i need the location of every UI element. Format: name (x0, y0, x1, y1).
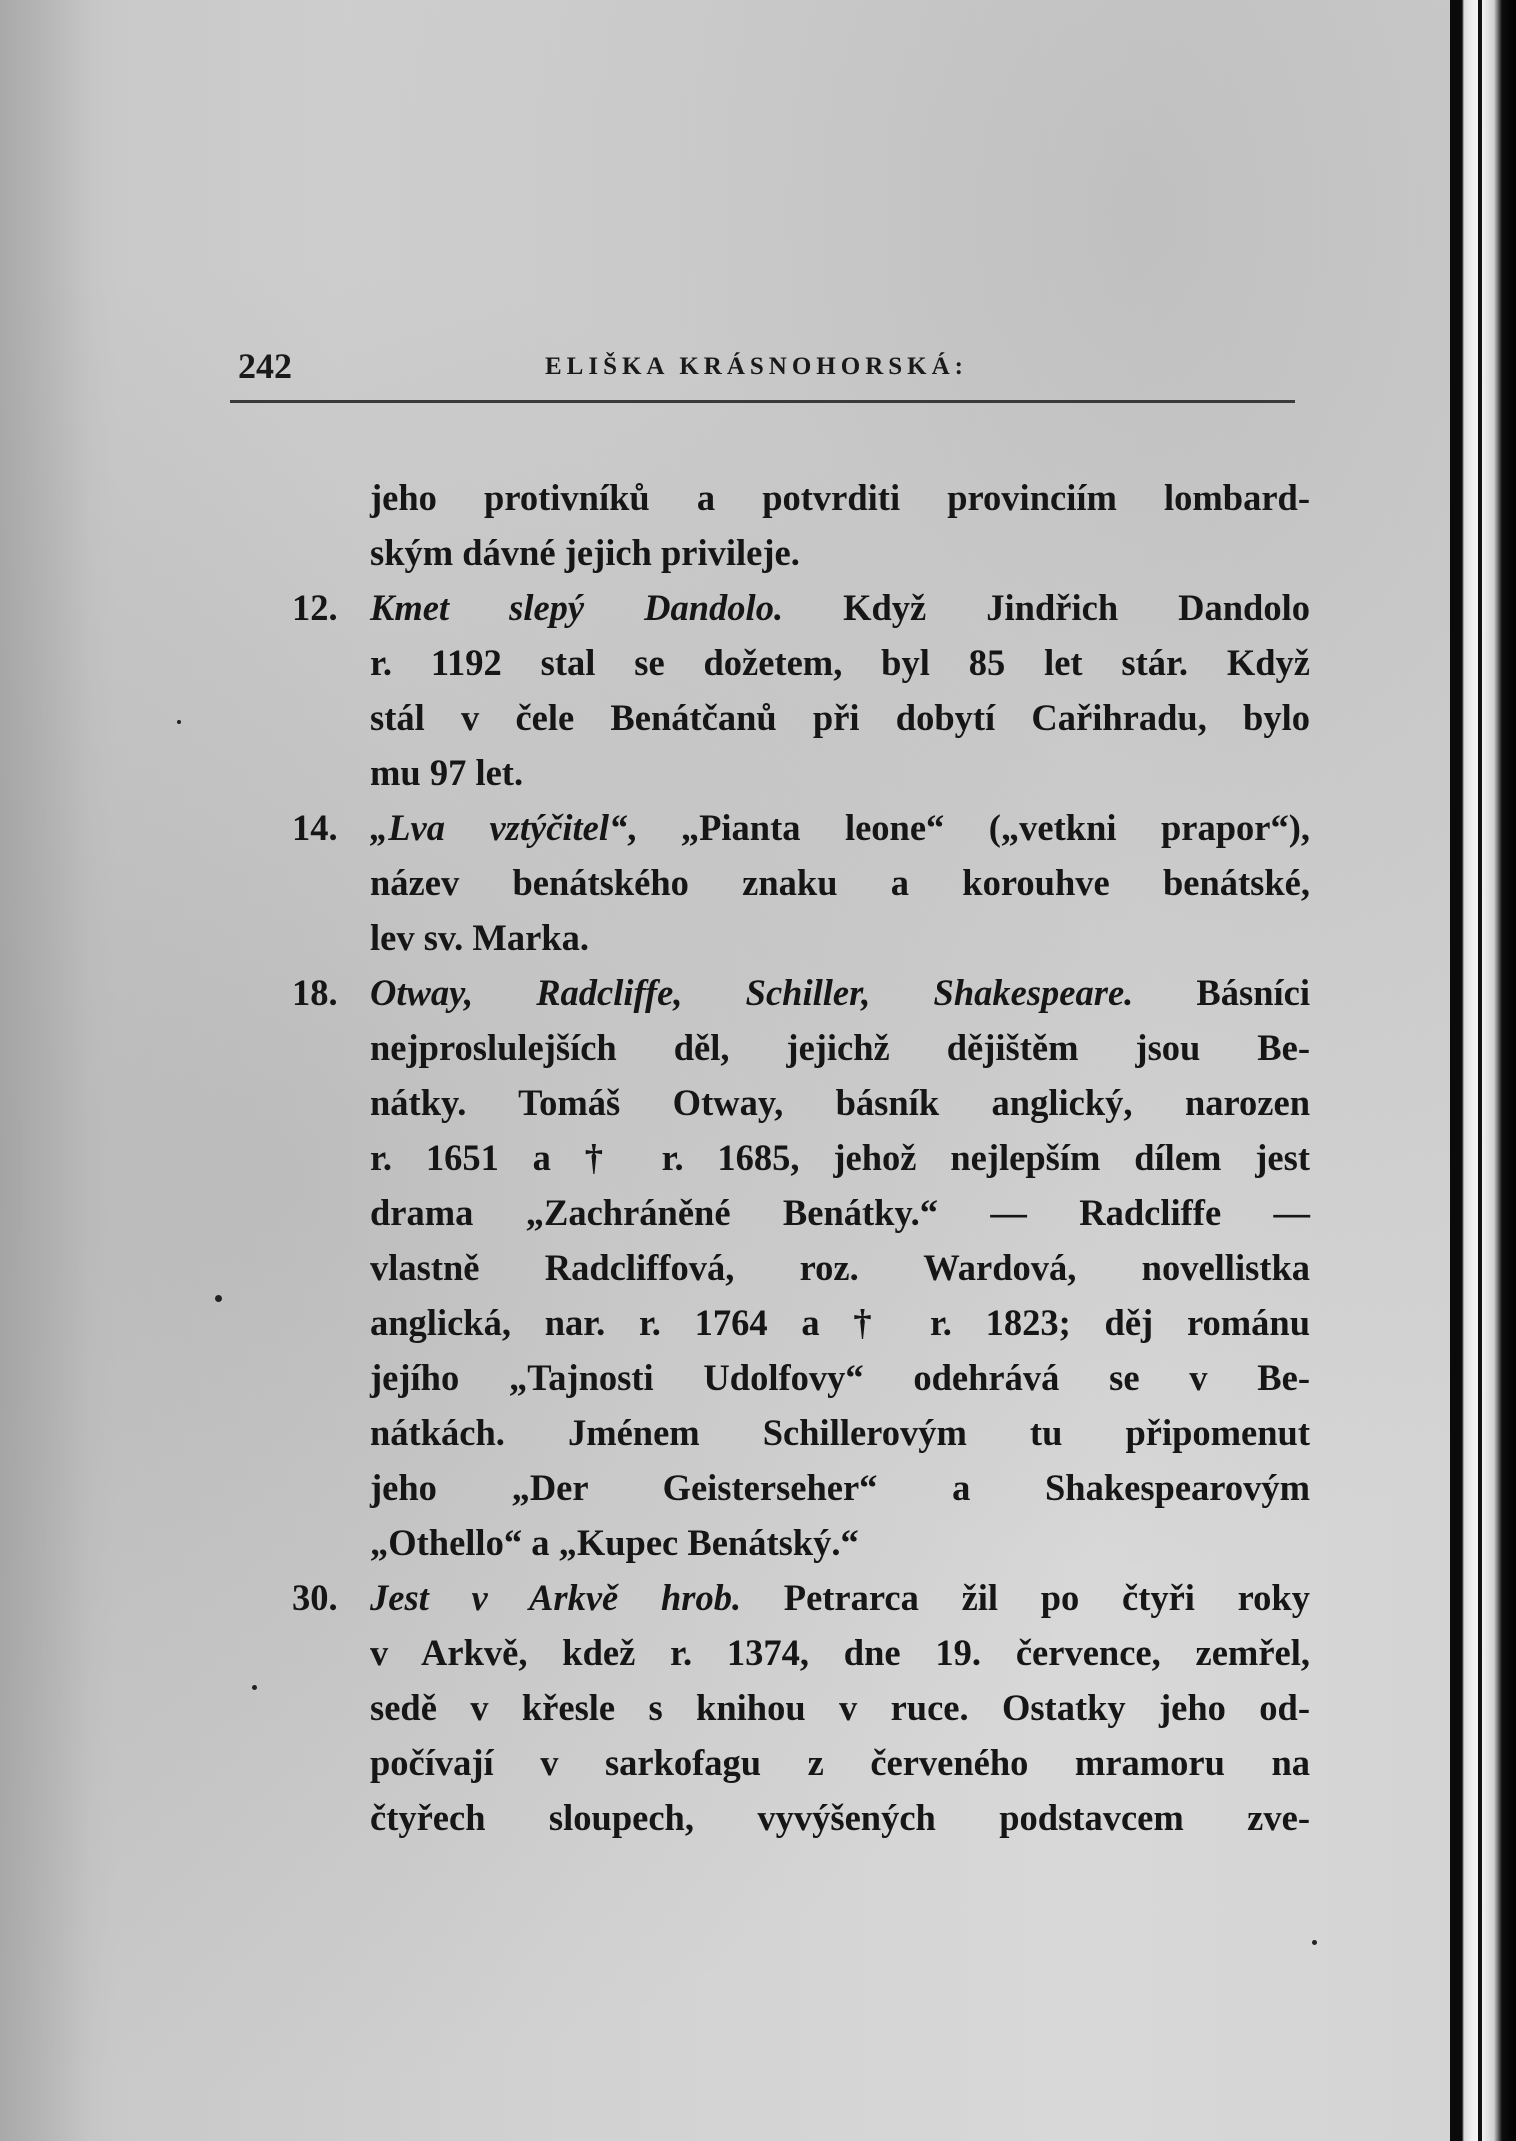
text-line: čtyřech sloupech, vyvýšených podstavcem zve- (370, 1797, 1310, 1838)
text-line: r. 1651 a † r. 1685, jehož nejlepším dílem jest (370, 1137, 1310, 1178)
text-line: mu 97 let. (370, 752, 524, 793)
text-line: drama „Zachráněné Benátky.“ — Radcliffe — (370, 1192, 1310, 1233)
page-edge (1450, 0, 1516, 2141)
text-line: vlastně Radcliffová, roz. Wardová, novellistka (370, 1247, 1310, 1288)
note-text: Básníci (1133, 972, 1310, 1013)
note-number-12: 12. (292, 587, 338, 628)
text-line: v Arkvě, kdež r. 1374, dne 19. července, zemřel, (370, 1632, 1310, 1673)
text-line: jejího „Tajnosti Udolfovy“ odehrává se v Be- (370, 1357, 1310, 1398)
note-title-18: Otway, Radcliffe, Schiller, Shakespeare. (370, 972, 1134, 1013)
text-line (370, 580, 1310, 636)
text-line (370, 800, 1310, 856)
ink-speck (252, 1685, 257, 1690)
ink-speck (1312, 1940, 1317, 1945)
page-header (0, 345, 1450, 405)
text-line: sedě v křesle s knihou v ruce. Ostatky jeho od- (370, 1687, 1310, 1728)
text-line: nátkách. Jménem Schillerovým tu připomenut (370, 1412, 1310, 1453)
text-line: nátky. Tomáš Otway, básník anglický, narozen (370, 1082, 1310, 1123)
header-rule (230, 400, 1295, 403)
note-text: Když Jindřich Dandolo (783, 587, 1311, 628)
note-text: Petrarca žil po čtyři roky (741, 1577, 1310, 1618)
gutter-shadow (0, 0, 90, 2141)
text-line (370, 965, 1310, 1021)
ink-speck (177, 720, 181, 724)
note-number-14: 14. (292, 807, 338, 848)
note-title-30: Jest v Arkvě hrob. (370, 1577, 742, 1618)
text-line: počívají v sarkofagu z červeného mramoru na (370, 1742, 1310, 1783)
running-title: ELIŠKA KRÁSNOHORSKÁ: (545, 353, 968, 380)
text-line: lev sv. Marka. (370, 917, 589, 958)
text-line: jeho „Der Geisterseher“ a Shakespearovým (370, 1467, 1310, 1508)
text-line: ským dávné jejich privileje. (370, 532, 800, 573)
note-title-12: Kmet slepý Dandolo. (370, 587, 784, 628)
text-line: anglická, nar. r. 1764 a † r. 1823; děj románu (370, 1302, 1310, 1343)
note-title-14: „Lva vztýčitel“ (370, 807, 628, 848)
note-text: , „Pianta leone“ („vetkni prapor“), (627, 807, 1310, 848)
page-number: 242 (238, 346, 292, 386)
note-number-18: 18. (292, 972, 338, 1013)
ink-speck (215, 1295, 222, 1302)
text-line: jeho protivníků a potvrditi provinciím lombard- (370, 477, 1310, 518)
text-line: stál v čele Benátčanů při dobytí Cařihradu, bylo (370, 697, 1310, 738)
text-line: název benátského znaku a korouhve benátské, (370, 862, 1310, 903)
text-line: „Othello“ a „Kupec Benátský.“ (370, 1522, 859, 1563)
text-line: r. 1192 stal se dožetem, byl 85 let stár. Když (370, 642, 1310, 683)
note-number-30: 30. (292, 1577, 338, 1618)
text-line: nejproslulejších děl, jejichž dějištěm jsou Be- (370, 1027, 1310, 1068)
text-line (370, 1570, 1310, 1626)
binding-line (1478, 0, 1482, 2141)
